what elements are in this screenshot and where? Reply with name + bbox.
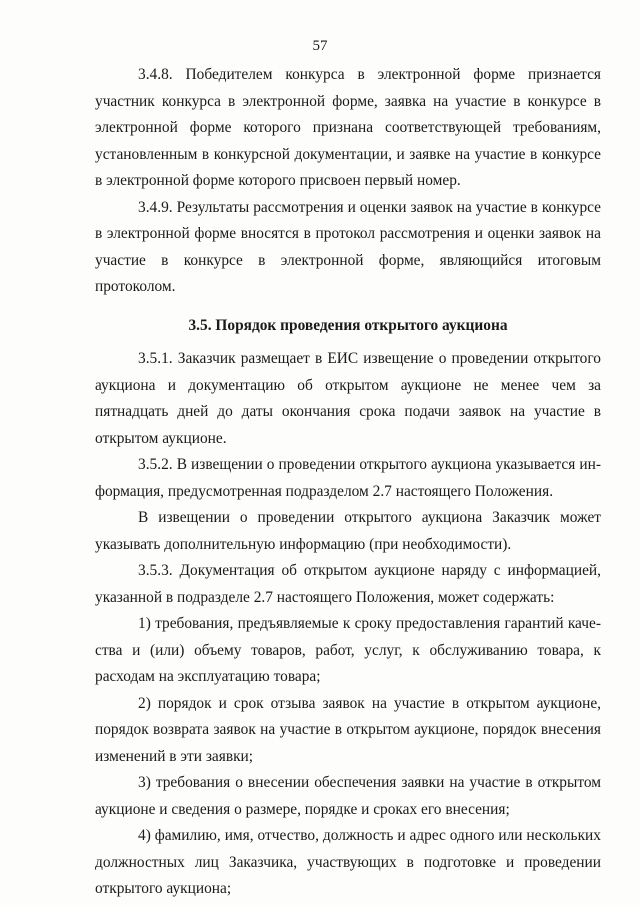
paragraph-3-5-3: 3.5.3. Документация об открытом аукционе наряду с информацией, указанной в подразделе 2.7 настоящего Положения, может содержать: — [95, 562, 601, 606]
page-number: 57 — [312, 38, 328, 54]
paragraph-3-5-1: 3.5.1. Заказчик размещает в ЕИС извещение о проведении открытого аукциона и документацию об открытом аукционе не менее чем за пятнадцать дней до даты окончания срока подачи заявок на участие в открытом аукционе. — [95, 350, 601, 447]
list-item-2: 2) порядок и срок отзыва заявок на участие в открытом аукционе, порядок возврата заявок на участие в открытом аукционе, порядок внесения изменений в эти заявки; — [95, 694, 601, 765]
paragraph-3-5-2: 3.5.2. В извещении о проведении открытого аукциона указывается информация, предусмотренная подразделом 2.7 настоящего Положения. — [95, 456, 601, 500]
paragraph-additional-info: В извещении о проведении открытого аукциона Заказчик может указывать дополнительную информацию (при необходимости). — [95, 509, 601, 553]
list-item-3: 3) требования о внесении обеспечения заявки на участие в открытом аукционе и сведения о размере, порядке и сроках его внесения; — [95, 774, 601, 818]
document-body — [95, 62, 601, 903]
section-heading: 3.5. Порядок проведения открытого аукциона — [188, 316, 508, 334]
paragraph-3-4-8: 3.4.8. Победителем конкурса в электронной форме признается участник конкурса в электронной форме, заявка на участие в конкурсе в электронной форме которого признана соответствующей требованиям, установленным в конкурсной документации, и заявке на участие в конкурсе в электронной форме которого присвоен первый номер. — [95, 66, 601, 189]
list-item-4: 4) фамилию, имя, отчество, должность и адрес одного или нескольких должностных лиц Заказчика, участвующих в подготовке и проведении открытого аукциона; — [95, 827, 601, 897]
paragraph-3-4-9: 3.4.9. Результаты рассмотрения и оценки заявок на участие в конкурсе в электронной форме вносятся в протокол рассмотрения и оценки заявок на участие в конкурсе в электронной форме, являющийся итоговым протоколом. — [95, 198, 601, 295]
list-item-1: 1) требования, предъявляемые к сроку предоставления гарантий качества и (или) объему товаров, работ, услуг, к обслуживанию товара, к расходам на эксплуатацию товара; — [95, 615, 601, 685]
